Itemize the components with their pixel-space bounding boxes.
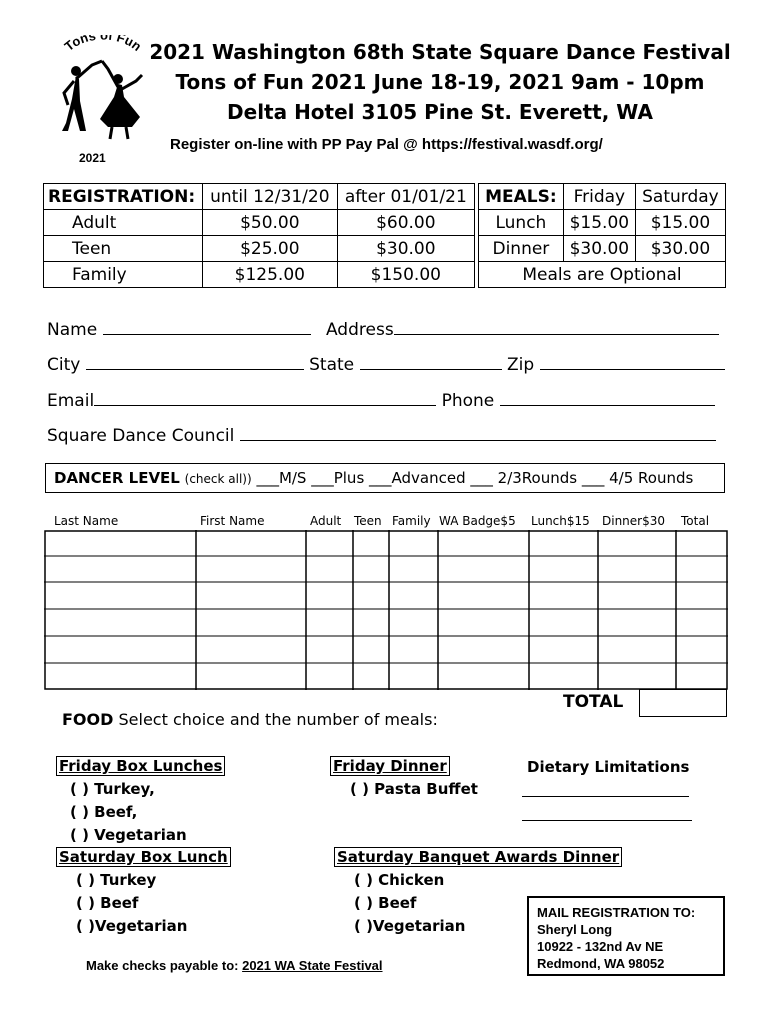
meals-optional-note: Meals are Optional [479, 262, 726, 288]
mail-street: 10922 - 132nd Av NE [537, 939, 664, 954]
header-line-2: Tons of Fun 2021 June 18-19, 2021 9am - 10pm [175, 70, 705, 94]
food-instruction [62, 710, 438, 729]
email-phone-row [47, 389, 715, 411]
registration-price: $30.00 [337, 236, 474, 262]
saturday-lunch-title: Saturday Box Lunch [56, 847, 231, 867]
dietary-field-1[interactable] [522, 796, 689, 797]
saturday-lunch-option[interactable]: ( ) Beef [76, 894, 139, 912]
saturday-dinner-option[interactable]: ( ) Beef [354, 894, 417, 912]
meal-price: $15.00 [563, 210, 635, 236]
col-header-last-name: Last Name [54, 514, 119, 528]
saturday-lunch-option[interactable]: ( )Vegetarian [76, 917, 188, 935]
registration-price: $150.00 [337, 262, 474, 288]
registration-type: Teen [44, 236, 203, 262]
meal-type: Dinner [479, 236, 564, 262]
registration-price: $125.00 [203, 262, 338, 288]
city-label: City [47, 355, 81, 375]
col-header-teen: Teen [354, 514, 382, 528]
food-label: FOOD [62, 710, 114, 729]
dancer-level-box [45, 463, 725, 493]
zip-field[interactable] [540, 353, 725, 370]
saturday-dinner-title: Saturday Banquet Awards Dinner [334, 847, 622, 867]
register-online: Register on-line with PP Pay Pal @ https://festival.wasdf.org/ [170, 136, 603, 153]
saturday-lunch-section [56, 848, 231, 867]
dancer-level-label: DANCER LEVEL [54, 469, 180, 487]
address-field[interactable] [394, 318, 719, 335]
registration-header-cell: until 12/31/20 [203, 184, 338, 210]
city-field[interactable] [86, 353, 304, 370]
col-header-total: Total [681, 514, 710, 528]
state-field[interactable] [360, 353, 502, 370]
dietary-limitations-label: Dietary Limitations [527, 758, 690, 776]
food-instruction-text: Select choice and the number of meals: [118, 710, 438, 729]
col-header-family: Family [392, 514, 431, 528]
header-line-1: 2021 Washington 68th State Square Dance Festival [149, 40, 731, 64]
friday-lunch-title: Friday Box Lunches [56, 756, 225, 776]
email-field[interactable] [94, 389, 436, 406]
meals-row [479, 236, 726, 262]
address-label: Address [325, 320, 394, 340]
logo-arc-text: Tons of Fun [61, 35, 145, 54]
mail-name: Sheryl Long [537, 922, 613, 937]
zip-label: Zip [506, 355, 535, 375]
friday-lunch-option[interactable]: ( ) Vegetarian [70, 826, 187, 844]
registration-row [44, 210, 475, 236]
meals-row [479, 210, 726, 236]
council-field[interactable] [240, 424, 716, 441]
payable-prefix: Make checks payable to: [86, 958, 239, 973]
mail-registration-box [527, 896, 725, 976]
registration-type: Adult [44, 210, 203, 236]
email-label: Email [47, 391, 95, 411]
total-field[interactable] [639, 689, 727, 717]
friday-dinner-title: Friday Dinner [330, 756, 450, 776]
friday-lunch-section [56, 757, 225, 776]
mail-city: Redmond, WA 98052 [537, 956, 665, 971]
col-header-first-name: First Name [200, 514, 265, 528]
registration-price: $60.00 [337, 210, 474, 236]
saturday-dinner-option[interactable]: ( ) Chicken [354, 871, 445, 889]
saturday-lunch-option[interactable]: ( ) Turkey [76, 871, 157, 889]
state-label: State [309, 355, 355, 375]
council-label: Square Dance Council [47, 426, 235, 446]
header-line-3: Delta Hotel 3105 Pine St. Everett, WA [227, 100, 653, 124]
dietary-field-2[interactable] [522, 820, 692, 821]
logo [52, 35, 152, 165]
meals-table [478, 183, 726, 288]
registration-header-cell: after 01/01/21 [337, 184, 474, 210]
meal-price: $30.00 [635, 236, 725, 262]
meals-header-cell: MEALS: [479, 184, 564, 210]
saturday-dinner-section [334, 848, 622, 867]
meal-price: $30.00 [563, 236, 635, 262]
phone-field[interactable] [500, 389, 715, 406]
dancer-table-grid [44, 530, 728, 692]
logo-year: 2021 [79, 151, 106, 165]
registration-price: $50.00 [203, 210, 338, 236]
friday-lunch-option[interactable]: ( ) Beef, [70, 803, 138, 821]
registration-header-row [44, 184, 475, 210]
mail-title: MAIL REGISTRATION TO: [537, 905, 696, 920]
friday-lunch-option[interactable]: ( ) Turkey, [70, 780, 155, 798]
total-label: TOTAL [563, 692, 624, 712]
dancer-level-options[interactable]: ___M/S ___Plus ___Advanced ___ 2/3Rounds ___ 4/5 Rounds [256, 469, 694, 487]
meals-header-row [479, 184, 726, 210]
dancer-level-hint: (check all)) [184, 472, 252, 486]
name-label: Name [47, 320, 98, 340]
dancer-table [44, 530, 728, 697]
friday-dinner-section [330, 757, 450, 776]
col-header-lunch: Lunch$15 [531, 514, 590, 528]
name-field[interactable] [103, 318, 311, 335]
registration-header-cell: REGISTRATION: [44, 184, 203, 210]
meals-note-row [479, 262, 726, 288]
registration-row [44, 262, 475, 288]
registration-price: $25.00 [203, 236, 338, 262]
saturday-dinner-option[interactable]: ( )Vegetarian [354, 917, 466, 935]
city-state-zip-row [47, 353, 725, 375]
dancers-logo-icon [52, 35, 152, 165]
friday-dinner-option[interactable]: ( ) Pasta Buffet [350, 780, 478, 798]
phone-label: Phone [441, 391, 495, 411]
name-address-row [47, 318, 719, 340]
registration-type: Family [44, 262, 203, 288]
meal-type: Lunch [479, 210, 564, 236]
council-row [47, 424, 716, 446]
payable-name: 2021 WA State Festival [242, 958, 383, 973]
meals-header-cell: Friday [563, 184, 635, 210]
payable-line [86, 958, 383, 973]
meal-price: $15.00 [635, 210, 725, 236]
col-header-dinner: Dinner$30 [602, 514, 666, 528]
registration-table [43, 183, 475, 288]
col-header-wa-badge: WA Badge$5 [439, 514, 516, 528]
meals-header-cell: Saturday [635, 184, 725, 210]
col-header-adult: Adult [310, 514, 342, 528]
registration-row [44, 236, 475, 262]
